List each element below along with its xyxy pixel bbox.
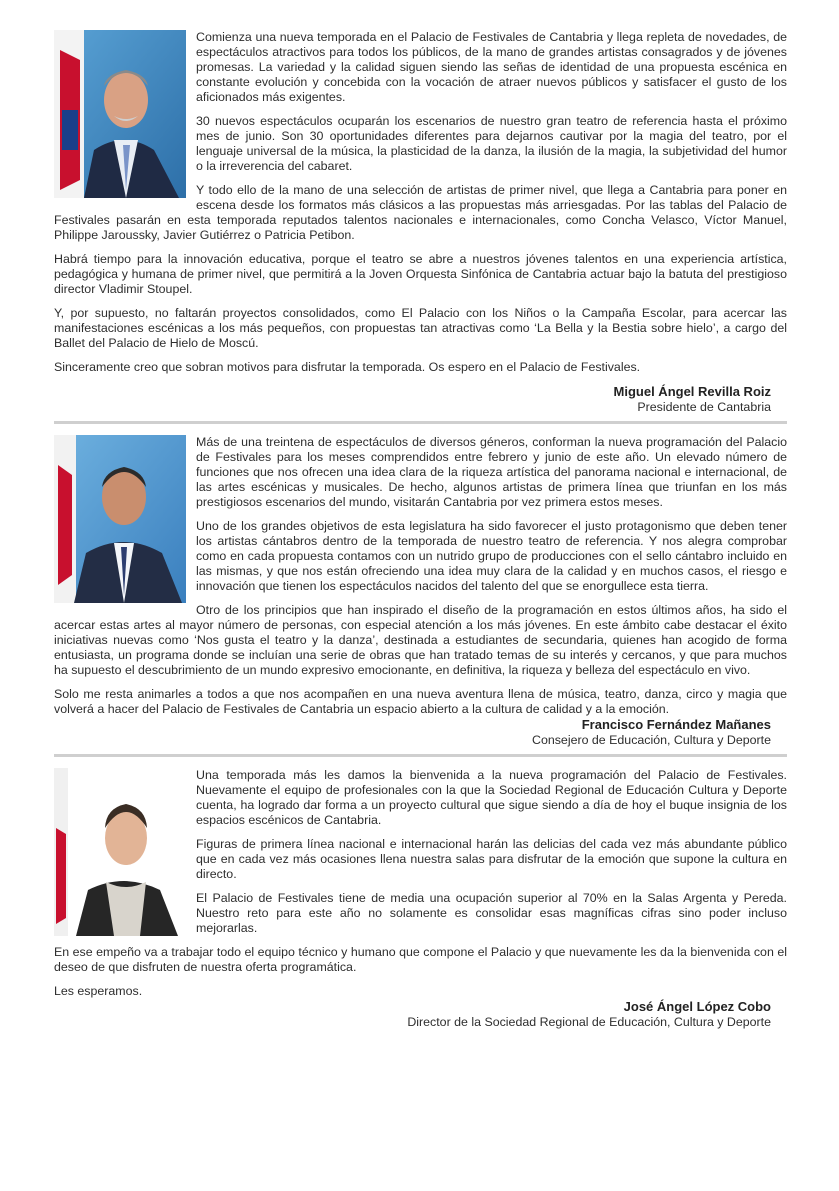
paragraph: Habrá tiempo para la innovación educativa, porque el teatro se abre a nuestros jóvenes talentos en una experiencia artística, pedagógica y humana de primer nivel, que permitirá a la Joven Orquesta Sinfónica de Cantabria actuar bajo la batuta del prestigioso director Vladimir Stoupel. — [54, 252, 787, 296]
signature-role: Consejero de Educación, Cultura y Deporte — [532, 733, 771, 747]
paragraph: Solo me resta animarles a todos a que nos acompañen en una nueva aventura llena de música, teatro, danza, circo y magia que volverá a hacer del Palacio de Festivales de Cantabria un espacio abierto a la cultura de calidad y a la emoción. — [54, 687, 787, 716]
paragraph: En ese empeño va a trabajar todo el equipo técnico y humano que compone el Palacio y que nuevamente les da la bienvenida con el deseo de que disfruten de nuestra oferta programática. — [54, 945, 787, 974]
signature-name: José Ángel López Cobo — [623, 999, 771, 1014]
paragraph: Comienza una nueva temporada en el Palacio de Festivales de Cantabria y llega repleta de novedades, de espectáculos atractivos para todos los públicos, de la mano de grandes artistas consagrados y de jóvenes promesas. La variedad y la calidad siguen siendo las señas de identidad de una propuesta escénica en constante evolución y concebida con la vocación de atraer nuevos públicos y satisfacer el gusto de los aficionados más exigentes. — [196, 30, 787, 104]
paragraph: 30 nuevos espectáculos ocuparán los escenarios de nuestro gran teatro de referencia hasta el próximo mes de junio. Son 30 oportunidades diferentes para dejarnos cautivar por la magia del teatro, por el lenguaje universal de la música, la plasticidad de la danza, la ilusión de la magia, la subjetividad del humor o la irreverencia del cabaret. — [196, 114, 787, 173]
signature-role: Presidente de Cantabria — [637, 400, 771, 414]
signature-block — [54, 717, 787, 748]
portrait-photo-president — [54, 30, 186, 198]
paragraph: Una temporada más les damos la bienvenida a la nueva programación del Palacio de Festivales. Nuevamente el equipo de profesionales con la que la Sociedad Regional de Educación Cultura y Deporte cuenta, ha logrado dar forma a un proyecto cultural que sigue siendo a día de hoy el buque insignia de los espacios escénicos de Cantabria. — [196, 768, 787, 827]
portrait-photo-consejero — [54, 435, 186, 603]
paragraph: Más de una treintena de espectáculos de diversos géneros, conforman la nueva programación del Palacio de Festivales para los meses comprendidos entre febrero y junio de este año. Un elevado número de funciones que nos ofrecen una idea clara de la riqueza artística del panorama nacional e internacional, de las artes escénicas y musicales. De hecho, algunos artistas de primera línea que triunfan en los más prestigiosos escenarios del mundo, visitarán Cantabria por vez primera estos meses. — [196, 435, 787, 509]
paragraph: El Palacio de Festivales tiene de media una ocupación superior al 70% en la Salas Argenta y Pereda. Nuestro reto para este año no solamente es consolidar esas magníficas cifras sino poder incluso mejorarlas. — [196, 891, 787, 935]
paragraph: Otro de los principios que han inspirado el diseño de la programación en estos últimos años, ha sido el acercar estas artes al mayor número de personas, con especial atención a los más jóvenes. En este ámbito cabe destacar el éxito iniciativas nuevas como ‘Nos gusta el teatro y la danza’, destinada a estudiantes de secundaria, quienes han acogido de forma entusiasta, un programa donde se incluían una serie de obras que han tratado temas de su interés y cercanos, y que para muchos ha supuesto el descubrimiento de un mundo expresivo emocionante, en definitiva, la riqueza y belleza del espectáculo en vivo. — [54, 603, 787, 677]
section-divider — [54, 421, 787, 424]
paragraph: Uno de los grandes objetivos de esta legislatura ha sido favorecer el justo protagonismo que deben tener los artistas cántabros dentro de la temporada de nuestro teatro de referencia. Y nos alegra comprobar como en cada propuesta contamos con un nutrido grupo de producciones con el sello cántabro incluido en las mismas, y que nos están ofreciendo una idea muy clara de la calidad y en muchos casos, el riesgo e innovación que tienen los espectáculos nacidos del talento del que se enorgullece esta tierra. — [196, 519, 787, 593]
paragraph: Les esperamos. — [54, 984, 143, 998]
signature-block — [54, 999, 787, 1030]
letter-consejero — [54, 435, 787, 748]
letter-director — [54, 768, 787, 1030]
signature-role: Director de la Sociedad Regional de Educación, Cultura y Deporte — [407, 1015, 771, 1029]
signature-name: Miguel Ángel Revilla Roiz — [613, 384, 771, 399]
portrait-photo-director — [54, 768, 186, 936]
signature-name: Francisco Fernández Mañanes — [581, 717, 771, 732]
paragraph: Y todo ello de la mano de una selección de artistas de primer nivel, que llega a Cantabria para poner en escena desde los formatos más clásicos a las propuestas más arriesgadas. Por las tablas del Palacio de Festivales pasarán en esta temporada reputados talentos nacionales e internacionales, como Concha Velasco, Víctor Manuel, Philippe Jaroussky, Javier Gutiérrez o Patricia Petibon. — [54, 183, 787, 242]
paragraph: Figuras de primera línea nacional e internacional harán las delicias del cada vez más abundante público que en cada vez más ocasiones llena nuestra salas para disfrutar de la emoción que supone la cultura en directo. — [196, 837, 787, 881]
paragraph: Sinceramente creo que sobran motivos para disfrutar la temporada. Os espero en el Palacio de Festivales. — [54, 360, 641, 374]
signature-block — [54, 384, 787, 415]
section-divider — [54, 754, 787, 757]
paragraph: Y, por supuesto, no faltarán proyectos consolidados, como El Palacio con los Niños o la Campaña Escolar, para acercar las manifestaciones escénicas a los más pequeños, con propuestas tan atractivas como ‘La Bella y la Bestia sobre hielo’, a cargo del Ballet del Palacio de Hielo de Moscú. — [54, 306, 787, 350]
letter-president — [54, 30, 787, 415]
document-page — [54, 30, 787, 1030]
